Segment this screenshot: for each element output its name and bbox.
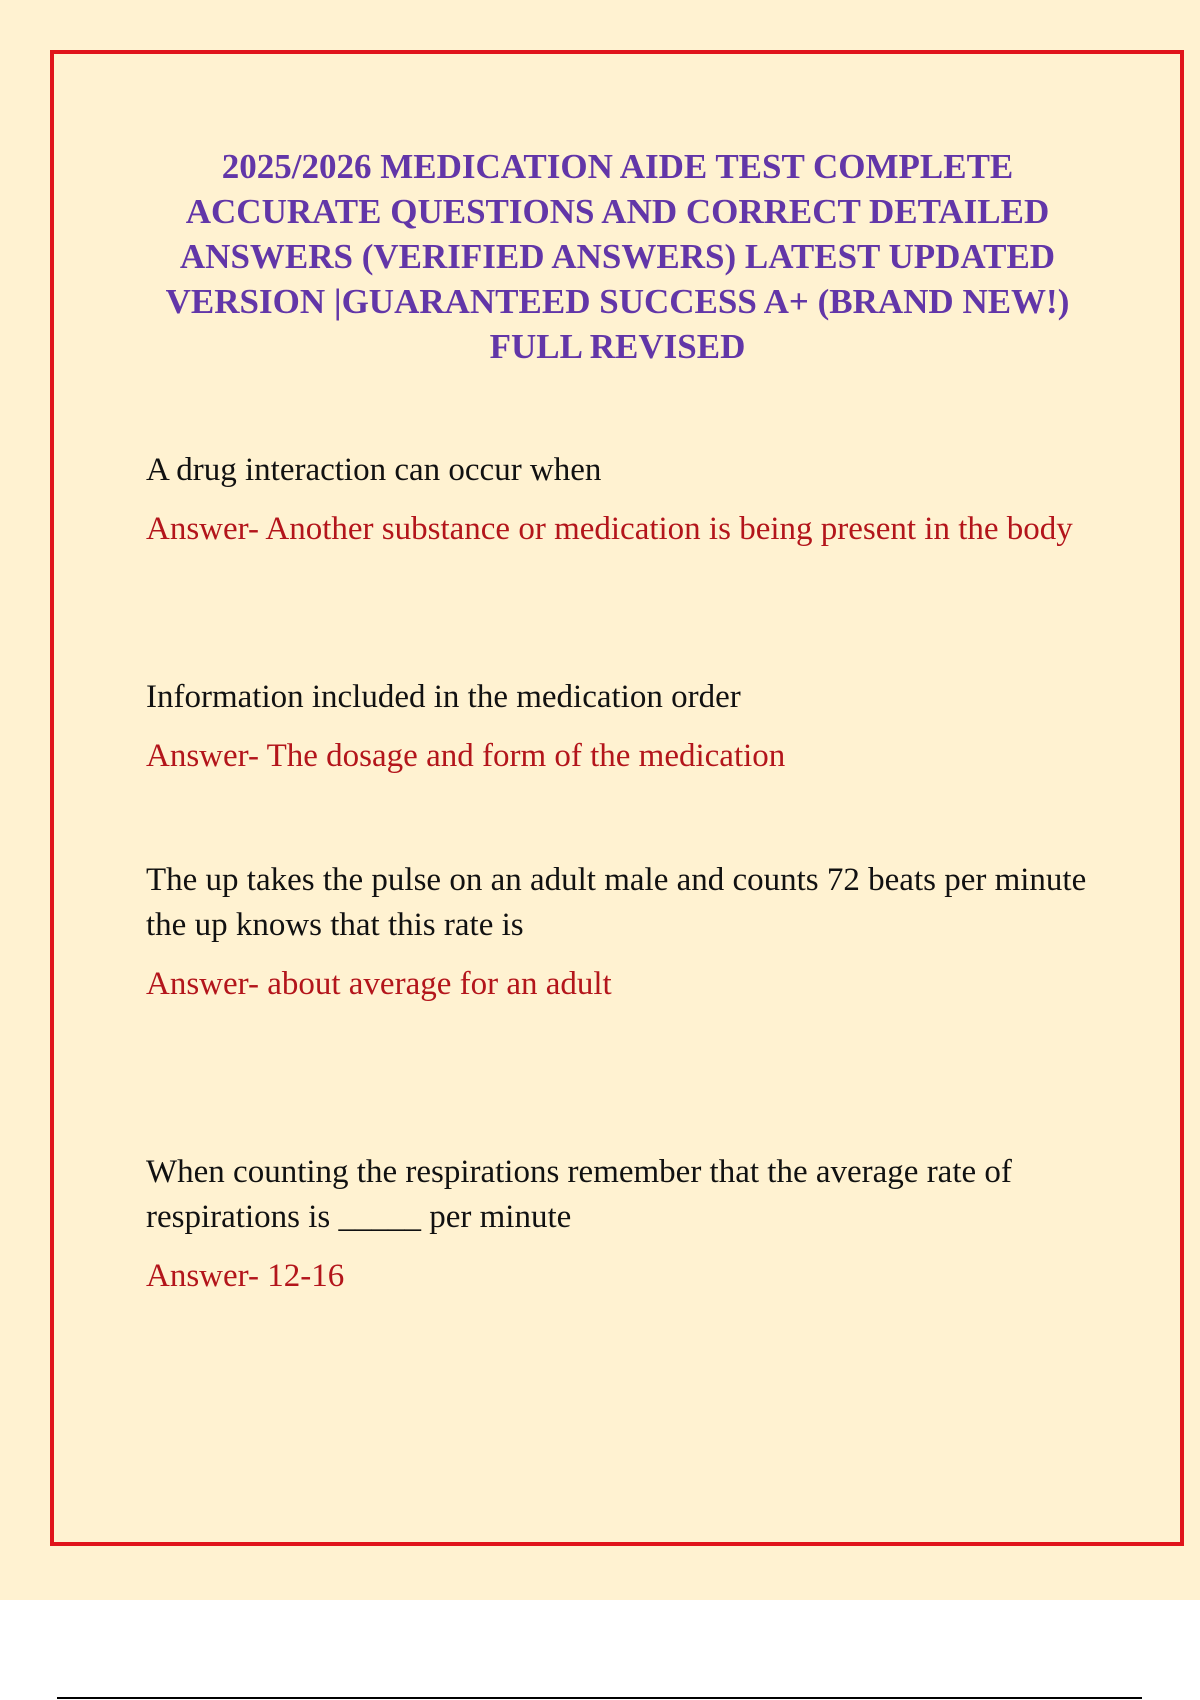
question-text: The up takes the pulse on an adult male and counts 72 beats per minute the up knows that this rate is bbox=[146, 862, 1087, 943]
question-text: When counting the respirations remember that the average rate of respirations is _____ per minute bbox=[146, 1154, 1012, 1235]
qa-item bbox=[146, 858, 1096, 1007]
qa-item bbox=[146, 675, 1096, 779]
document-title: 2025/2026 MEDICATION AIDE TEST COMPLETE ACCURATE QUESTIONS AND CORRECT DETAILED ANSWERS (VERIFIED ANSWERS) LATEST UPDATED VERSION |GUARANTEED SUCCESS A+ (BRAND NEW!) FULL REVISED bbox=[165, 147, 1070, 366]
question-text: Information included in the medication order bbox=[146, 679, 741, 715]
answer-text: Answer- Another substance or medication is being present in the body bbox=[146, 511, 1073, 547]
question-text: A drug interaction can occur when bbox=[146, 452, 602, 488]
qa-item bbox=[146, 448, 1096, 552]
qa-item bbox=[146, 1150, 1096, 1299]
answer-text: Answer- 12-16 bbox=[146, 1258, 345, 1294]
footer-divider bbox=[57, 1697, 1142, 1699]
answer-text: Answer- about average for an adult bbox=[146, 966, 612, 1002]
answer-text: Answer- The dosage and form of the medication bbox=[146, 738, 786, 774]
